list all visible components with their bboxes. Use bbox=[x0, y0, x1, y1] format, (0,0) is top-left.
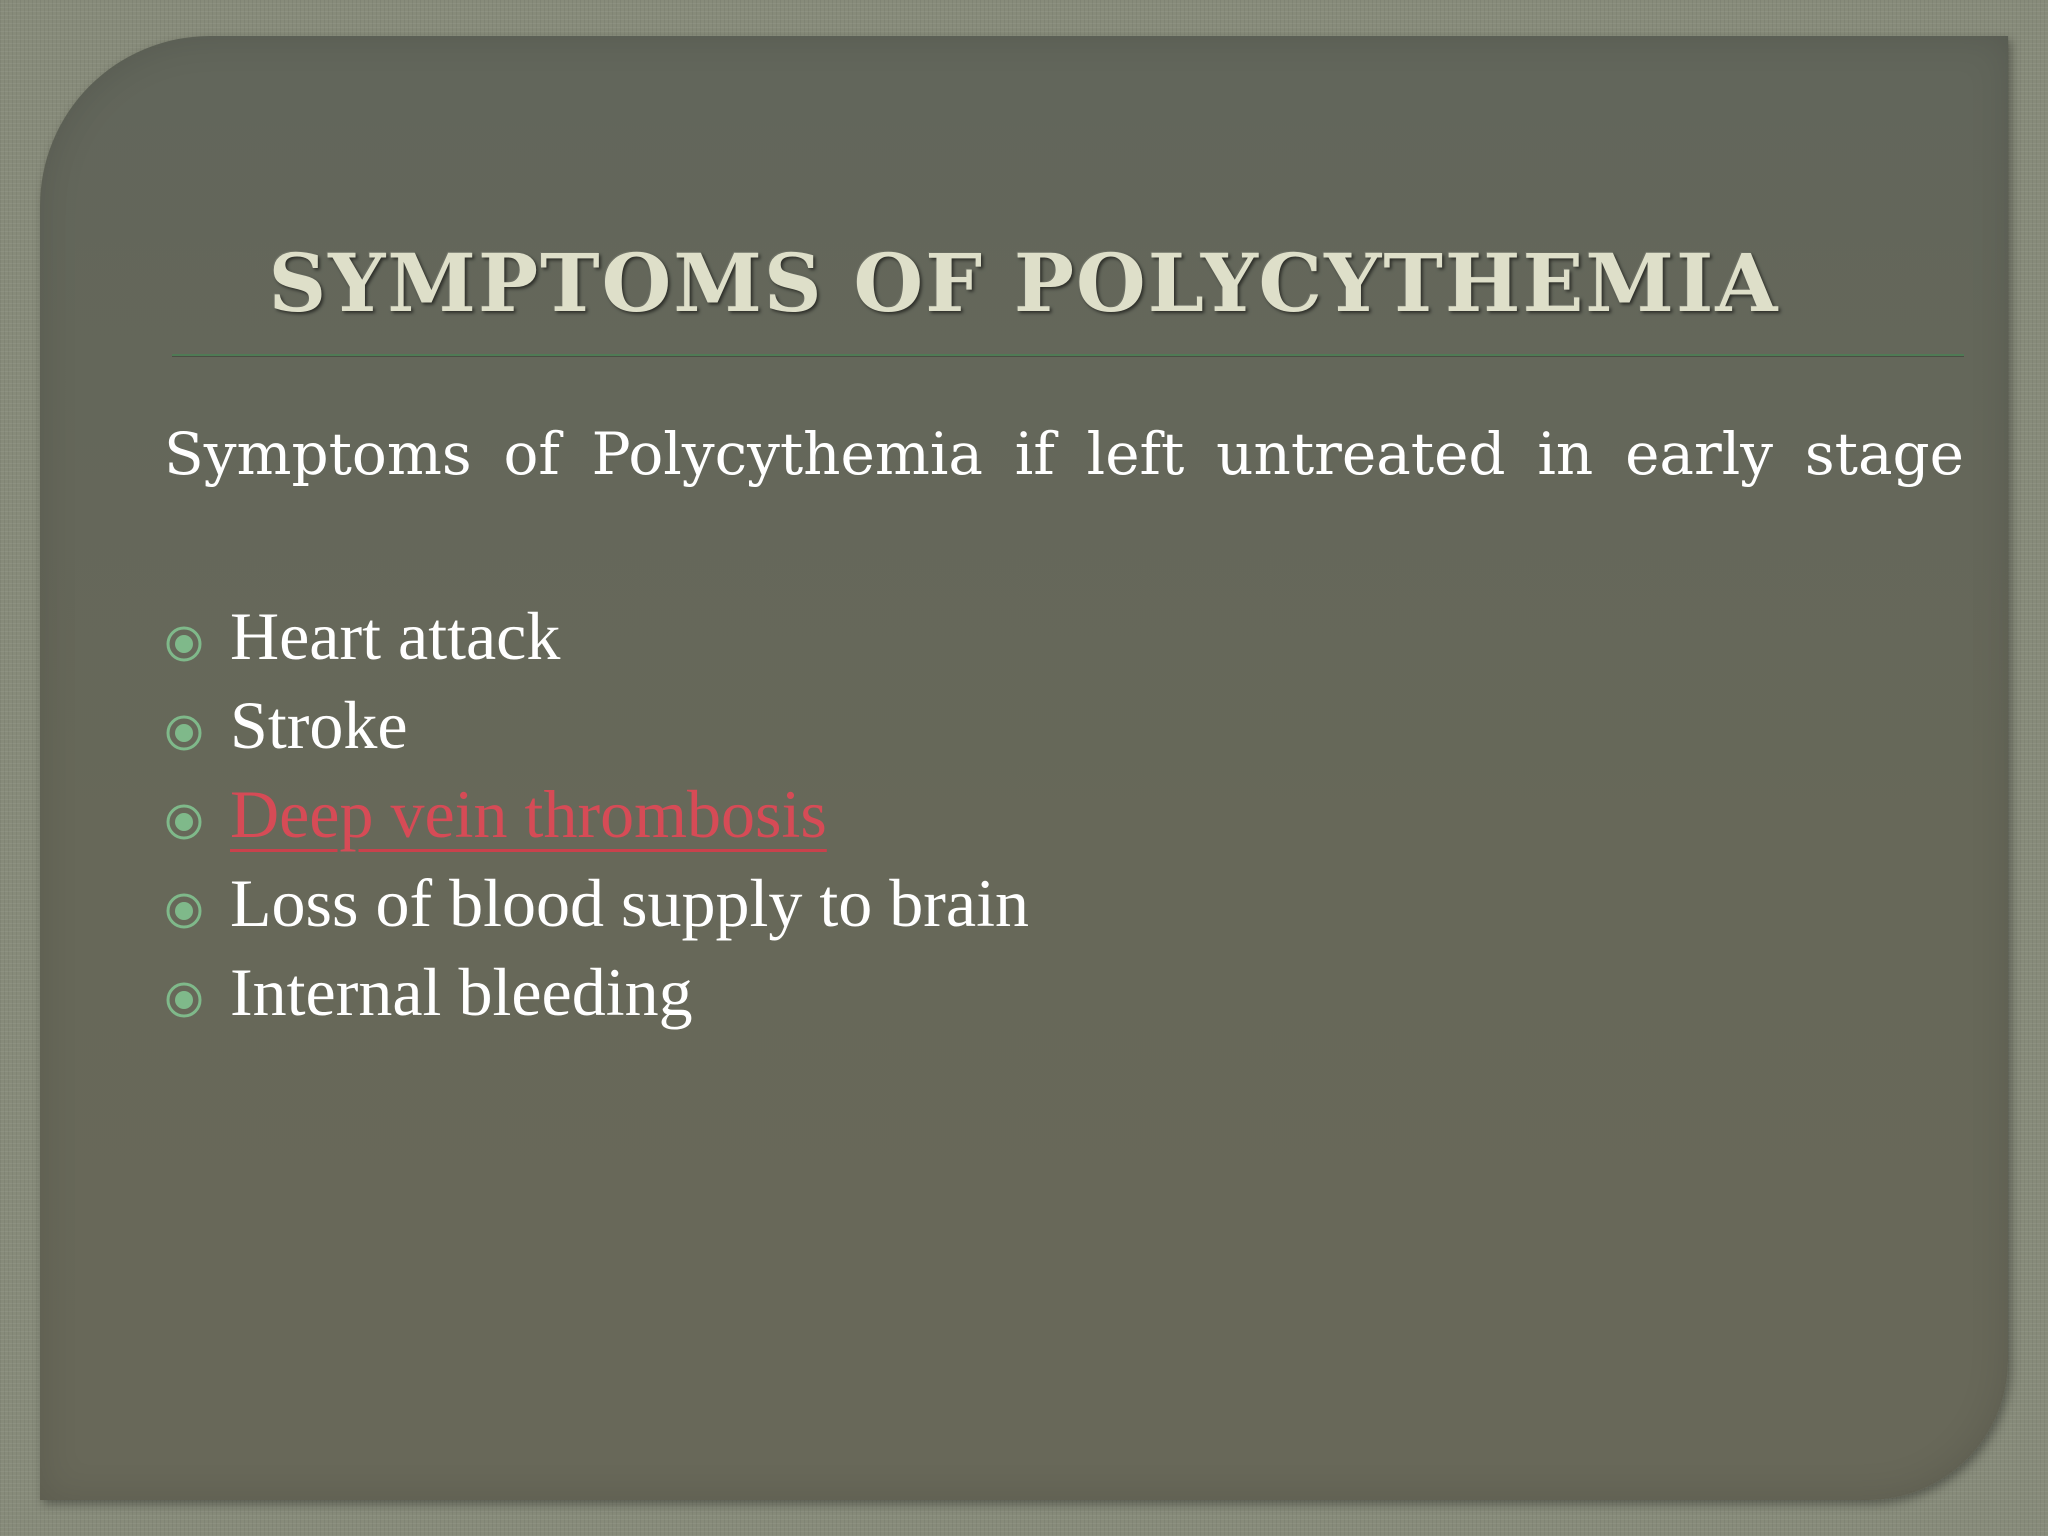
bullet-text: Internal bleeding bbox=[230, 954, 693, 1030]
slide-subtitle: Symptoms of Polycythemia if left untreated in early stage bbox=[164, 420, 1964, 488]
list-item bbox=[164, 770, 1029, 859]
list-item bbox=[164, 948, 1029, 1037]
slide-title: SYMPTOMS OF POLYCYTHEMIA bbox=[268, 236, 1780, 330]
radio-dot-icon bbox=[164, 713, 204, 753]
list-item bbox=[164, 592, 1029, 681]
list-item bbox=[164, 859, 1029, 948]
title-divider bbox=[172, 354, 1964, 356]
radio-dot-icon bbox=[164, 624, 204, 664]
slide-panel bbox=[40, 36, 2008, 1500]
radio-dot-icon bbox=[164, 891, 204, 931]
bullet-list bbox=[164, 592, 1029, 1037]
list-item bbox=[164, 681, 1029, 770]
bullet-text: Loss of blood supply to brain bbox=[230, 865, 1029, 941]
bullet-text: Heart attack bbox=[230, 598, 561, 674]
radio-dot-icon bbox=[164, 980, 204, 1020]
radio-dot-icon bbox=[164, 802, 204, 842]
bullet-text: Stroke bbox=[230, 687, 408, 763]
bullet-text-highlighted-link[interactable]: Deep vein thrombosis bbox=[230, 776, 827, 852]
